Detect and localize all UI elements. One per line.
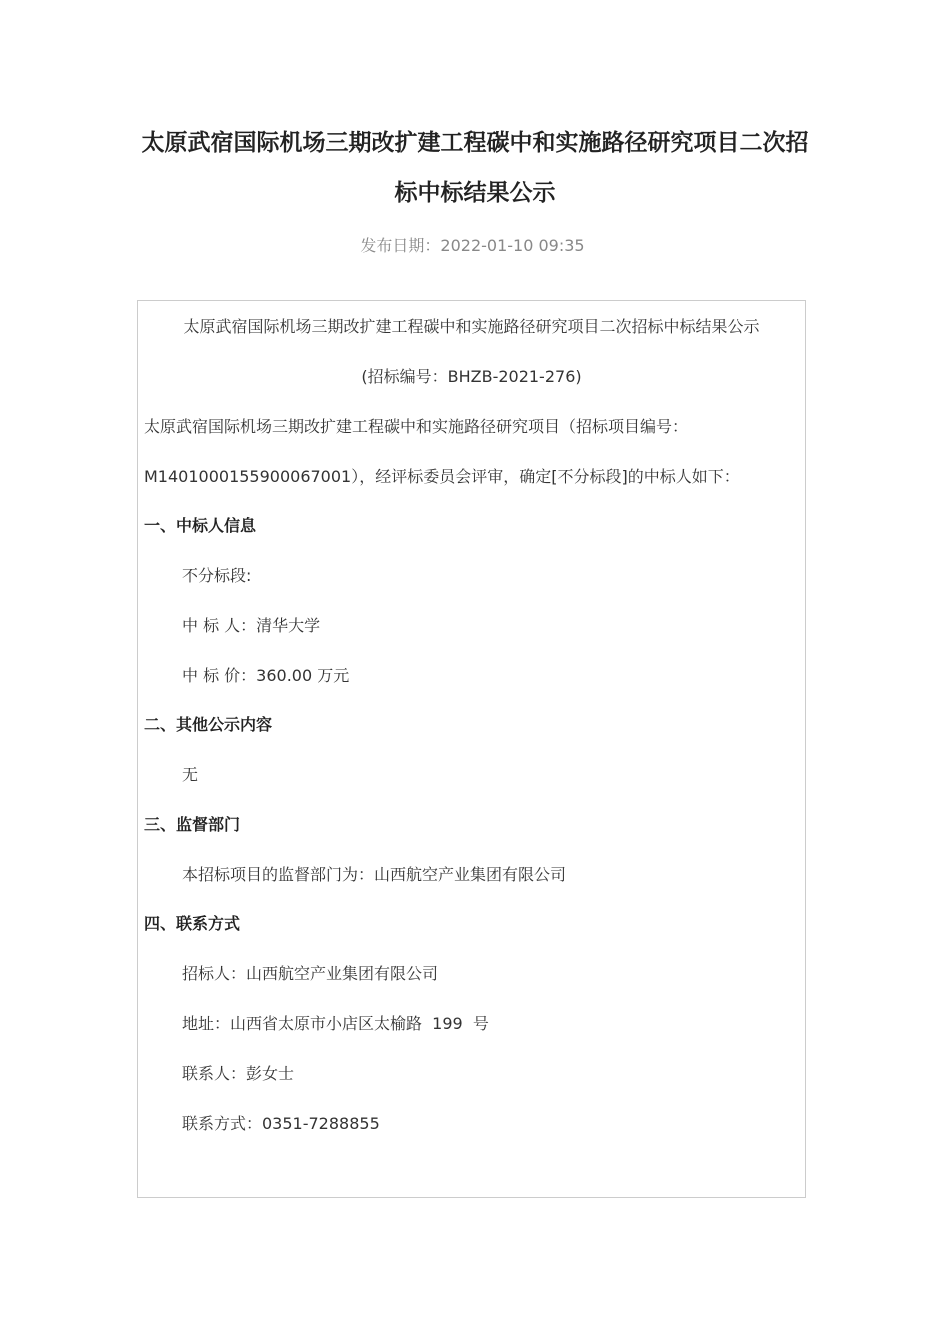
notice-title: 太原武宿国际机场三期改扩建工程碳中和实施路径研究项目二次招标中标结果公示 [183,317,760,336]
bid-number: (招标编号：BHZB-2021-276) [361,367,582,386]
segment-label: 不分标段: [182,566,252,585]
section-heading-other-content: 二、其他公示内容 [144,715,273,734]
tenderer: 招标人：山西航空产业集团有限公司 [182,964,439,983]
intro-line-2: M1401000155900067001），经评标委员会评审，确定[不分标段]的中标人如下： [144,467,740,486]
notice-content [137,300,806,1198]
other-content: 无 [182,765,199,784]
winner-name: 中 标 人：清华大学 [182,616,321,635]
section-heading-winner-info: 一、中标人信息 [144,516,257,535]
intro-line-1: 太原武宿国际机场三期改扩建工程碳中和实施路径研究项目（招标项目编号： [144,417,689,436]
contact-phone: 联系方式：0351-7288855 [182,1114,380,1133]
section-heading-supervision: 三、监督部门 [144,815,241,834]
page-title: 太原武宿国际机场三期改扩建工程碳中和实施路径研究项目二次招标中标结果公示 [141,130,809,206]
winning-price: 中 标 价：360.00 万元 [182,666,350,685]
publish-date: 发布日期：2022-01-10 09:35 [360,236,585,255]
supervision-department: 本招标项目的监督部门为：山西航空产业集团有限公司 [182,865,567,884]
contact-person: 联系人：彭女士 [182,1064,295,1083]
address: 地址：山西省太原市小店区太榆路 199 号 [182,1014,489,1033]
section-heading-contact: 四、联系方式 [144,914,241,933]
